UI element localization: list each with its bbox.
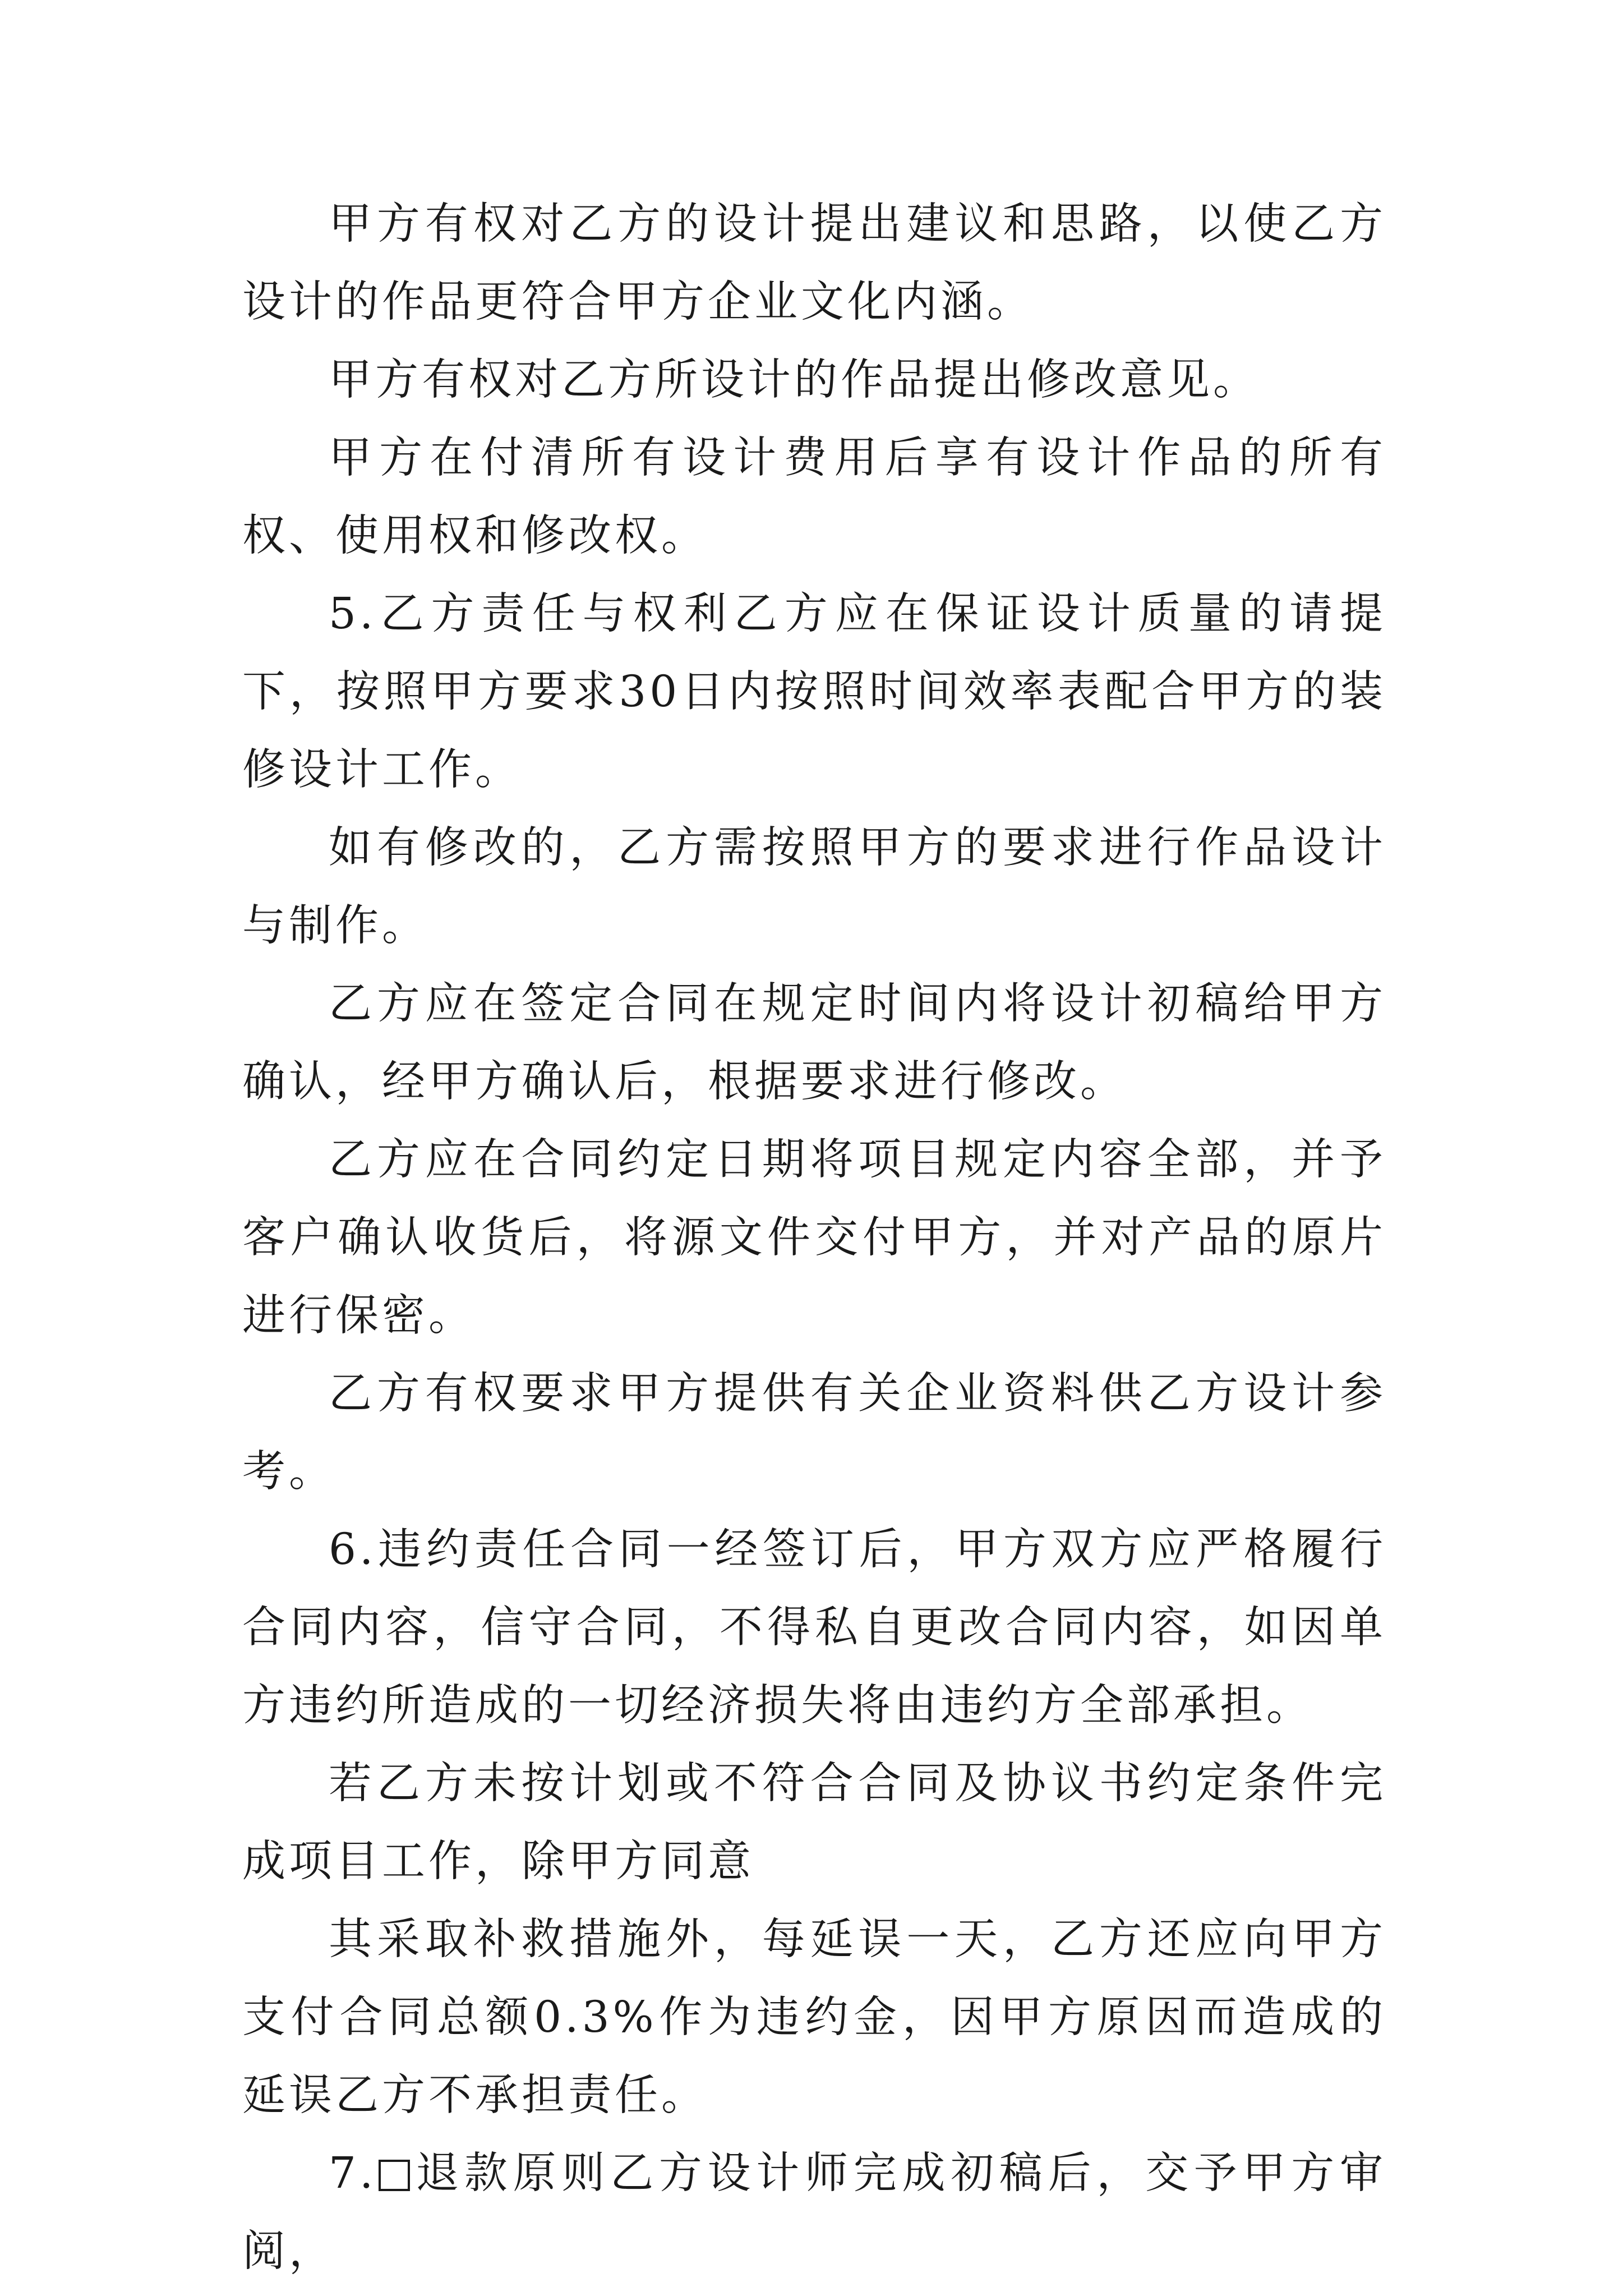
paragraph-yifang-modifications: 如有修改的，乙方需按照甲方的要求进行作品设计与制作。 — [242, 823, 1386, 951]
paragraph-jiafang-revision-right: 甲方有权对乙方所设计的作品提出修改意见。 — [329, 355, 1260, 405]
paragraph-yifang-first-draft: 乙方应在签定合同在规定时间内将设计初稿给甲方确认，经甲方确认后，根据要求进行修改。 — [242, 979, 1386, 1107]
paragraph-yifang-delivery: 乙方应在合同约定日期将项目规定内容全部，并予客户确认收货后，将源文件交付甲方，并对产品的原片进行保密。 — [242, 1135, 1386, 1341]
paragraph-delay-condition: 若乙方未按计划或不符合合同及协议书约定条件完成项目工作，除甲方同意 — [242, 1759, 1386, 1887]
paragraph-jiafang-suggestion-right: 甲方有权对乙方的设计提出建议和思路，以使乙方设计的作品更符合甲方企业文化内涵。 — [242, 199, 1386, 327]
paragraph-penalty: 其采取补救措施外，每延误一天，乙方还应向甲方支付合同总额0.3%作为违约金，因甲方原因而造成的延误乙方不承担责任。 — [242, 1915, 1386, 2120]
empty-square-checkbox-icon — [379, 2160, 410, 2191]
paragraph-section-6-liability: 6.违约责任合同一经签订后，甲方双方应严格履行合同内容，信守合同，不得私自更改合同内容，如因单方违约所造成的一切经济损失将由违约方全部承担。 — [242, 1525, 1386, 1731]
paragraph-section-5-yifang-duties: 5.乙方责任与权利乙方应在保证设计质量的请提下，按照甲方要求30日内按照时间效率表配合甲方的装修设计工作。 — [242, 589, 1386, 795]
section-7-number: 7. — [329, 2148, 377, 2198]
document-body — [242, 185, 1386, 2290]
section-7-text: 退款原则乙方设计师完成初稿后，交予甲方审阅， — [242, 2148, 1386, 2276]
paragraph-yifang-request-materials: 乙方有权要求甲方提供有关企业资料供乙方设计参考。 — [242, 1369, 1386, 1497]
paragraph-section-7-refund — [242, 2134, 1386, 2290]
paragraph-jiafang-ownership: 甲方在付清所有设计费用后享有设计作品的所有权、使用权和修改权。 — [242, 433, 1386, 561]
